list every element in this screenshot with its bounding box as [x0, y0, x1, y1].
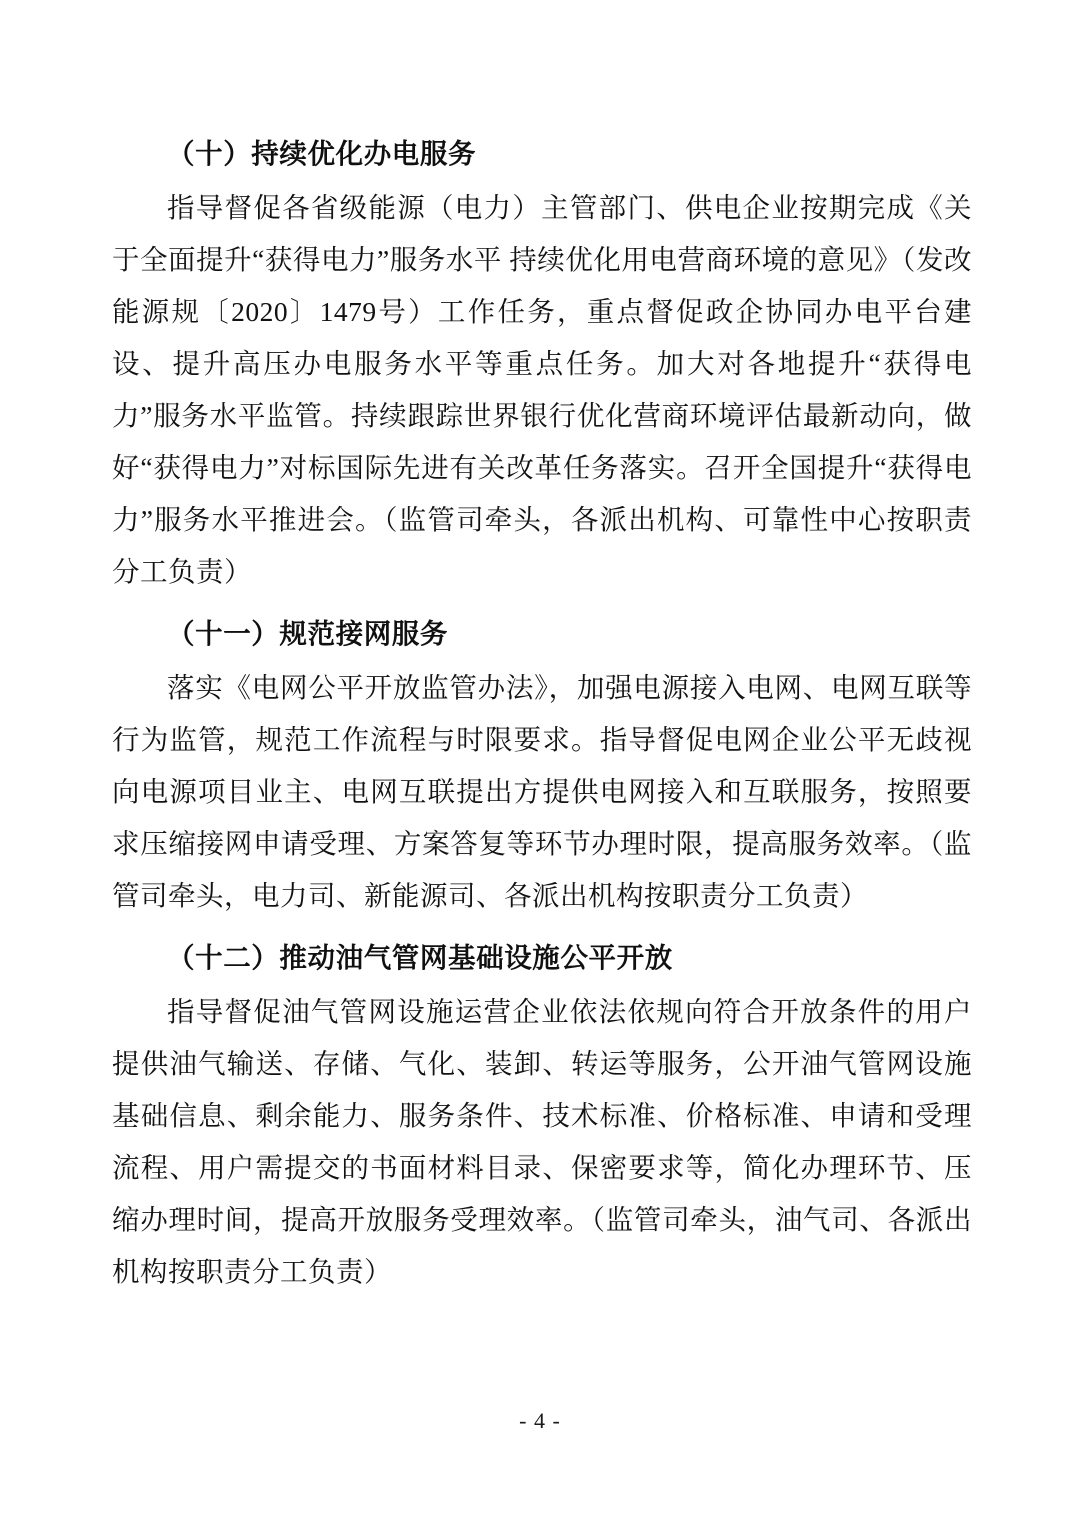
section-heading-12: （十二）推动油气管网基础设施公平开放 [167, 942, 673, 973]
section-paragraph-10: 指导督促各省级能源（电力）主管部门、供电企业按期完成《关于全面提升“获得电力”服务水平 持续优化用电营商环境的意见》（发改能源规〔2020〕1479号）工作任务，重点督促政企协同办电平台建设、提升高压办电服务水平等重点任务。加大对各地提升“获得电力”服务水平监管。持续跟踪世界银行优化营商环境评估最新动向，做好“获得电力”对标国际先进有关改革任务落实。召开全国提升“获得电力”服务水平推进会。（监管司牵头，各派出机构、可靠性中心按职责分工负责） [112, 192, 972, 587]
section-paragraph-12: 指导督促油气管网设施运营企业依法依规向符合开放条件的用户提供油气输送、存储、气化、装卸、转运等服务，公开油气管网设施基础信息、剩余能力、服务条件、技术标准、价格标准、申请和受理流程、用户需提交的书面材料目录、保密要求等，简化办理环节、压缩办理时间，提高开放服务受理效率。（监管司牵头，油气司、各派出机构按职责分工负责） [112, 996, 972, 1287]
section-paragraph-11: 落实《电网公平开放监管办法》，加强电源接入电网、电网互联等行为监管，规范工作流程与时限要求。指导督促电网企业公平无歧视向电源项目业主、电网互联提出方提供电网接入和互联服务，按照要求压缩接网申请受理、方案答复等环节办理时限，提高服务效率。（监管司牵头，电力司、新能源司、各派出机构按职责分工负责） [112, 672, 972, 911]
page-number: - 4 - [519, 1408, 561, 1433]
section-heading-11: （十一）规范接网服务 [167, 618, 448, 649]
page-content [112, 128, 972, 1298]
section-heading-10: （十）持续优化办电服务 [167, 138, 477, 169]
